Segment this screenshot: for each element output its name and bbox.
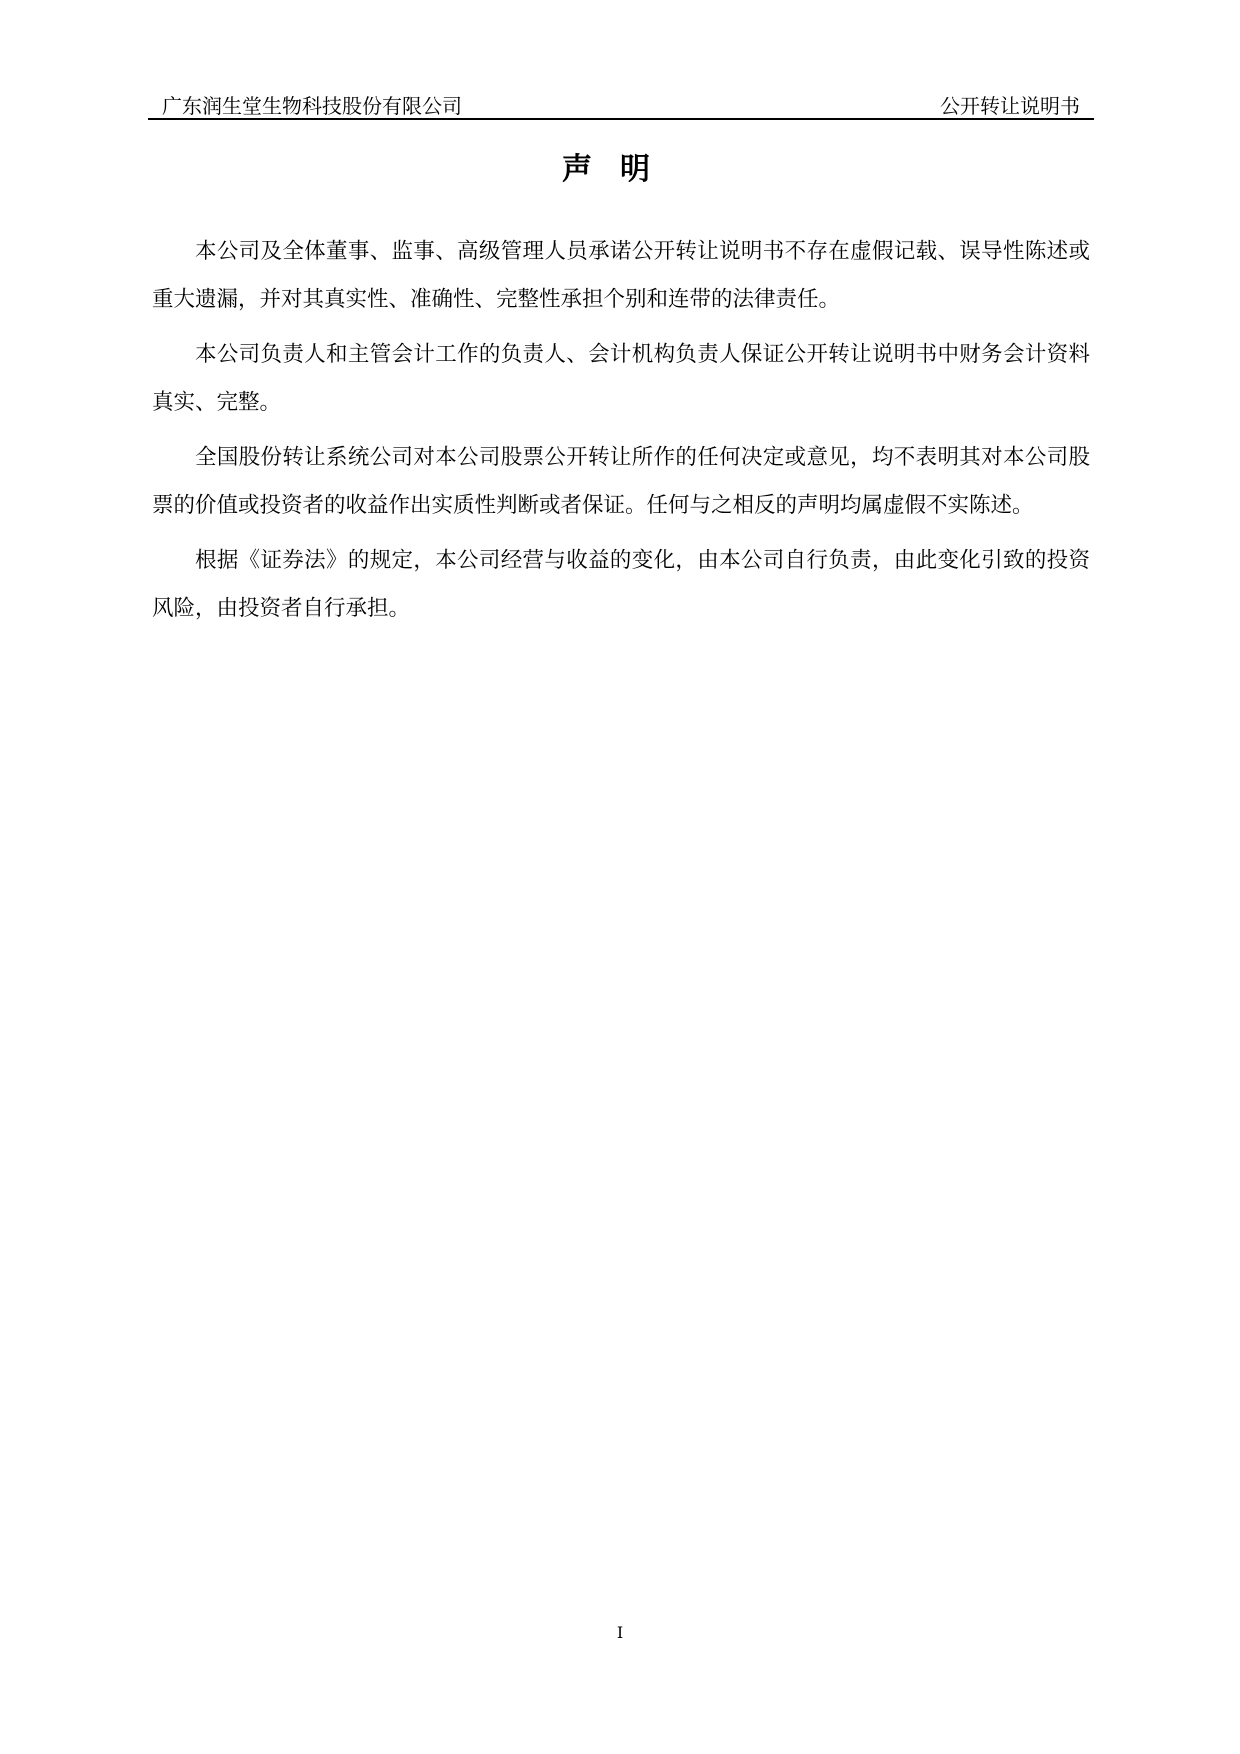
header-divider [148, 118, 1094, 120]
paragraph-financial-guarantee: 本公司负责人和主管会计工作的负责人、会计机构负责人保证公开转让说明书中财务会计资料真实、完整。 [152, 342, 1090, 415]
page-number: I [616, 1623, 624, 1642]
header-document-type: 公开转让说明书 [940, 94, 1080, 118]
paragraph-investment-risk: 根据《证券法》的规定，本公司经营与收益的变化，由本公司自行负责，由此变化引致的投资风险，由投资者自行承担。 [152, 548, 1090, 621]
page-title: 声明 [562, 152, 678, 187]
header-company-name: 广东润生堂生物科技股份有限公司 [162, 94, 462, 118]
declaration-body [152, 228, 1090, 640]
paragraph-directors-commitment: 本公司及全体董事、监事、高级管理人员承诺公开转让说明书不存在虚假记载、误导性陈述或重大遗漏，并对其真实性、准确性、完整性承担个别和连带的法律责任。 [152, 239, 1090, 312]
page-header [148, 88, 1094, 118]
paragraph-regulator-disclaimer: 全国股份转让系统公司对本公司股票公开转让所作的任何决定或意见，均不表明其对本公司股票的价值或投资者的收益作出实质性判断或者保证。任何与之相反的声明均属虚假不实陈述。 [152, 445, 1090, 518]
